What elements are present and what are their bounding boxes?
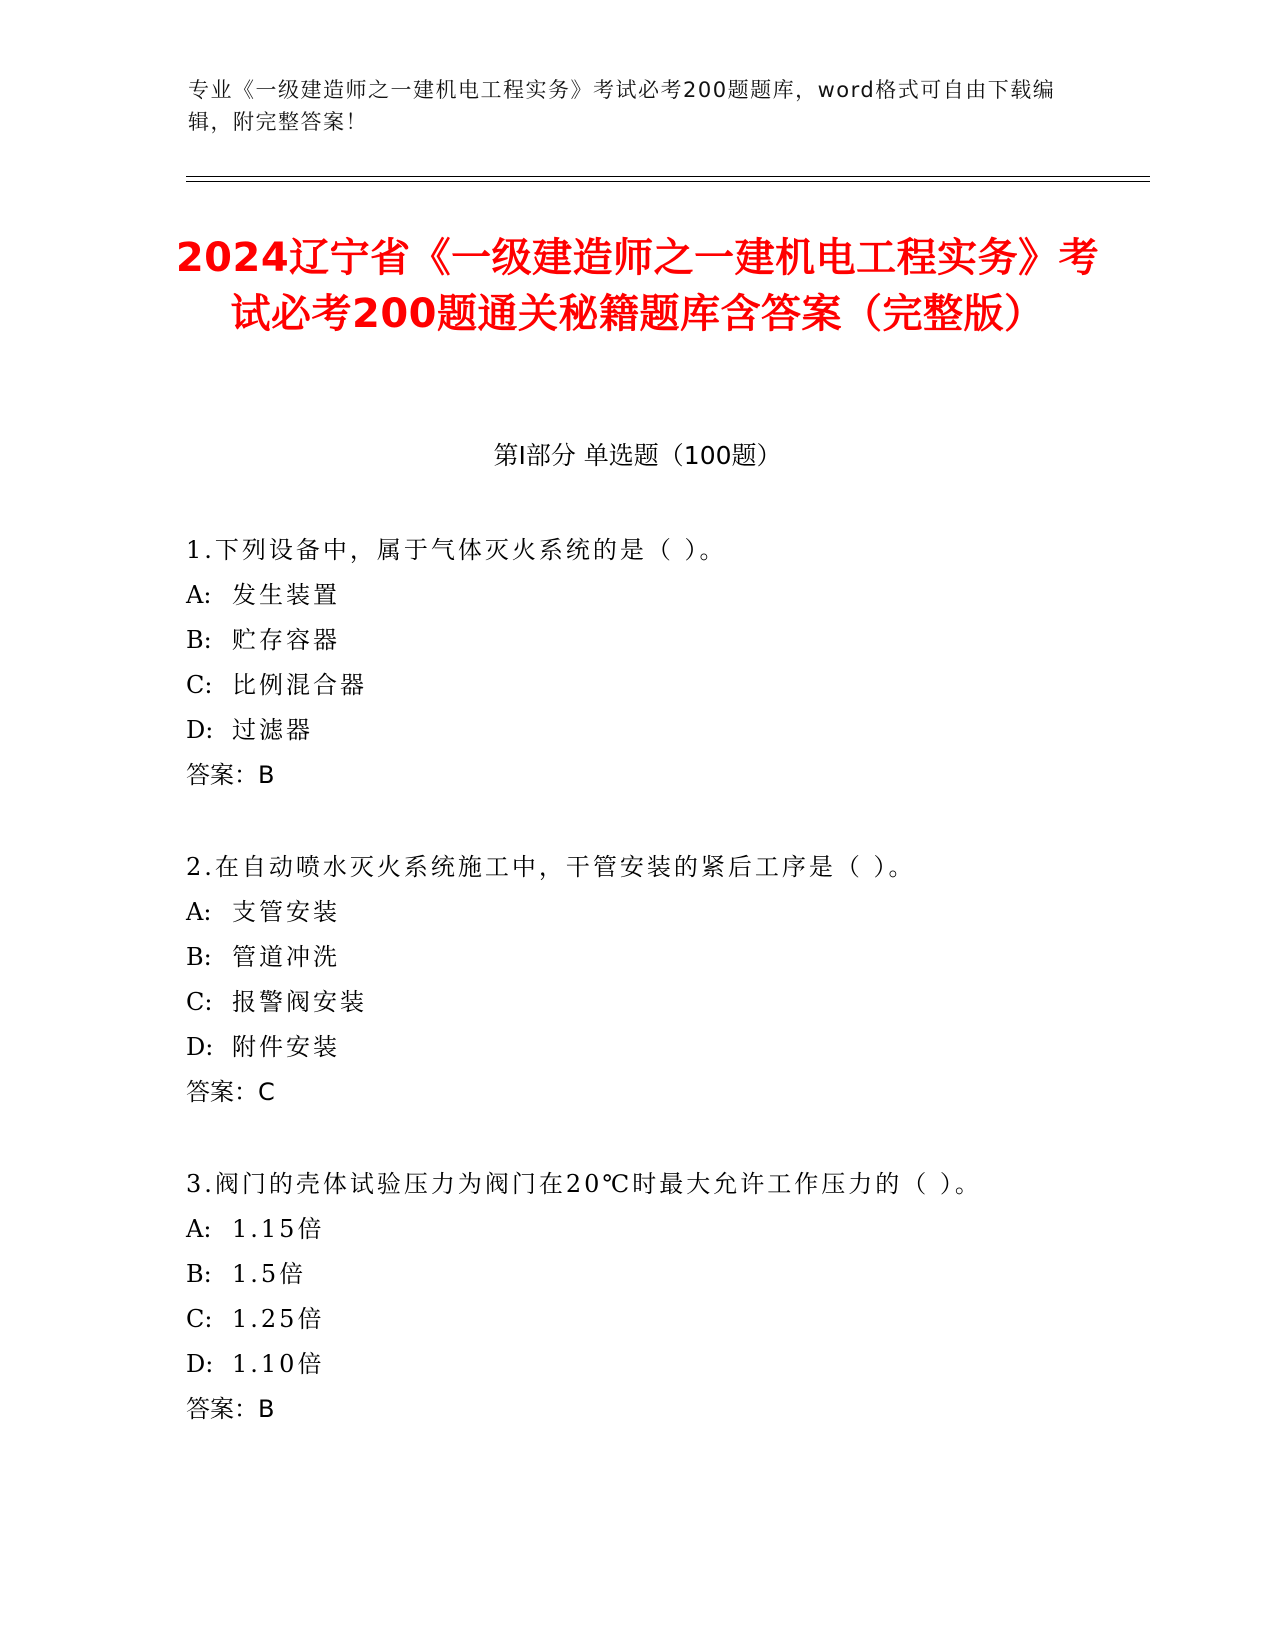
option-a bbox=[186, 573, 1126, 618]
option-text: 附件安装 bbox=[232, 1033, 340, 1061]
option-text: 比例混合器 bbox=[232, 671, 367, 699]
option-letter: D: bbox=[186, 1350, 214, 1378]
option-letter: C: bbox=[186, 1305, 213, 1333]
option-text: 贮存容器 bbox=[232, 626, 340, 654]
option-letter: B: bbox=[186, 626, 212, 654]
option-b bbox=[186, 618, 1126, 663]
option-d bbox=[186, 1025, 1126, 1070]
option-letter: C: bbox=[186, 671, 213, 699]
answer-line: 答案：C bbox=[186, 1078, 275, 1106]
option-text: 1.15倍 bbox=[232, 1215, 325, 1243]
option-letter: B: bbox=[186, 943, 212, 971]
answer-line: 答案：B bbox=[186, 1395, 275, 1423]
option-c bbox=[186, 1297, 1126, 1342]
option-text: 1.10倍 bbox=[232, 1350, 325, 1378]
question-1 bbox=[186, 528, 1126, 798]
question-stem: 1.下列设备中，属于气体灭火系统的是（ ）。 bbox=[186, 536, 727, 564]
option-text: 1.5倍 bbox=[232, 1260, 307, 1288]
question-list bbox=[186, 528, 1126, 1479]
option-c bbox=[186, 980, 1126, 1025]
option-text: 1.25倍 bbox=[232, 1305, 325, 1333]
answer-line: 答案：B bbox=[186, 761, 275, 789]
header-rule-bottom bbox=[186, 181, 1150, 182]
option-text: 管道冲洗 bbox=[232, 943, 340, 971]
option-letter: A: bbox=[186, 1215, 212, 1243]
option-letter: A: bbox=[186, 581, 212, 609]
option-b bbox=[186, 1252, 1126, 1297]
option-a bbox=[186, 1207, 1126, 1252]
option-a bbox=[186, 890, 1126, 935]
option-d bbox=[186, 708, 1126, 753]
option-text: 支管安装 bbox=[232, 898, 340, 926]
option-letter: C: bbox=[186, 988, 213, 1016]
header-rule-top bbox=[186, 176, 1150, 177]
section-title: 第Ⅰ部分 单选题（100题） bbox=[493, 441, 782, 470]
option-letter: B: bbox=[186, 1260, 212, 1288]
option-d bbox=[186, 1342, 1126, 1387]
option-c bbox=[186, 663, 1126, 708]
option-text: 过滤器 bbox=[232, 716, 313, 744]
header-note: 专业《一级建造师之一建机电工程实务》考试必考200题题库，word格式可自由下载编辑，附完整答案！ bbox=[188, 78, 1056, 134]
option-text: 报警阀安装 bbox=[232, 988, 367, 1016]
question-2 bbox=[186, 845, 1126, 1115]
document-title: 2024辽宁省《一级建造师之一建机电工程实务》考试必考200题通关秘籍题库含答案（完整版） bbox=[175, 235, 1100, 337]
question-3 bbox=[186, 1162, 1126, 1432]
question-stem: 3.阀门的壳体试验压力为阀门在20℃时最大允许工作压力的（ ）。 bbox=[186, 1170, 982, 1198]
option-text: 发生装置 bbox=[232, 581, 340, 609]
option-letter: A: bbox=[186, 898, 212, 926]
question-stem: 2.在自动喷水灭火系统施工中，干管安装的紧后工序是（ ）。 bbox=[186, 853, 916, 881]
option-letter: D: bbox=[186, 716, 214, 744]
option-b bbox=[186, 935, 1126, 980]
option-letter: D: bbox=[186, 1033, 214, 1061]
